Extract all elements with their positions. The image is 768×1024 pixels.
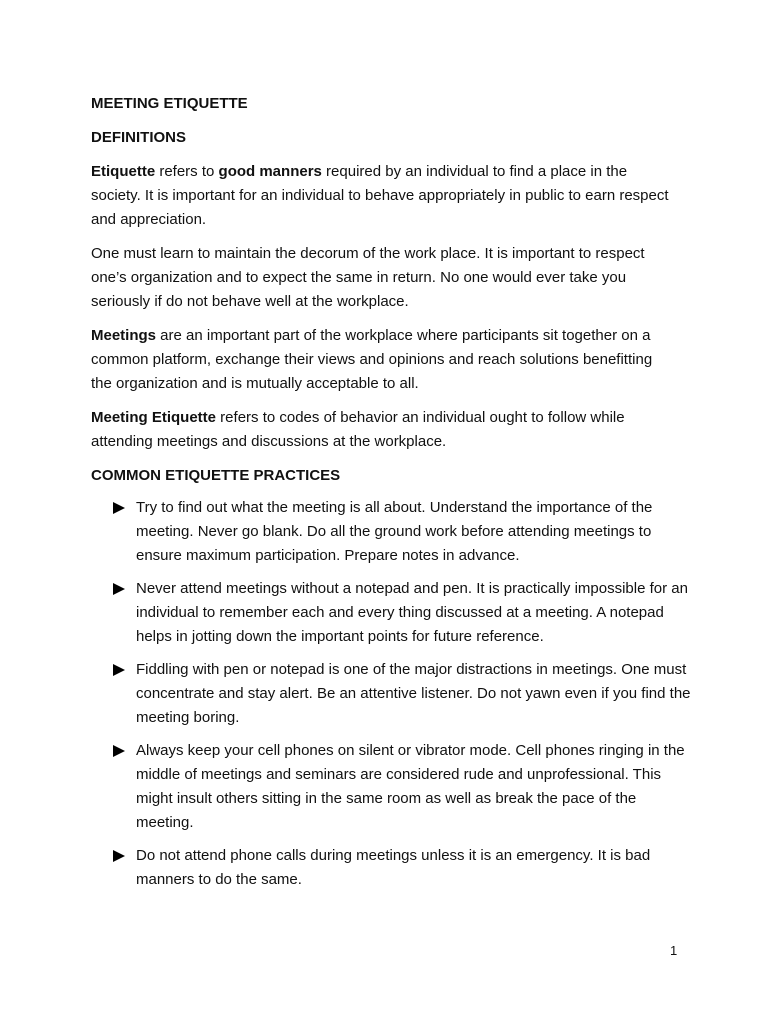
practices-list	[91, 496, 691, 892]
paragraph-meeting-etiquette	[91, 406, 671, 454]
list-item	[91, 496, 696, 568]
list-item	[91, 577, 696, 649]
triangle-right-icon	[113, 502, 125, 514]
term-etiquette: Etiquette	[91, 163, 156, 180]
list-item	[91, 739, 696, 835]
term-meeting-etiquette: Meeting Etiquette	[91, 409, 217, 426]
triangle-right-icon	[113, 583, 125, 595]
term-meetings: Meetings	[91, 327, 157, 344]
paragraph-decorum	[91, 242, 671, 314]
paragraph-text: One must learn to maintain the decorum of the work place. It is important to respect one’s organization and to expect the same in return. No one would ever take you seriously if do not behave well at the workplace.	[91, 245, 645, 310]
paragraph-text: refers to codes of behavior an individual ought to follow while attending meetings and discussions at the workplace.	[91, 409, 625, 450]
triangle-right-icon	[113, 745, 125, 757]
paragraph-text: are an important part of the workplace where participants sit together on a common platform, exchange their views and opinions and reach solutions benefitting the organization and is mutually acceptable to all.	[91, 327, 653, 392]
list-item-text: Fiddling with pen or notepad is one of the major distractions in meetings. One must concentrate and stay alert. Be an attentive listener. Do not yawn even if you find the meeting boring.	[136, 661, 691, 726]
page-number: 1	[670, 943, 678, 958]
list-item-text: Try to find out what the meeting is all about. Understand the importance of the meeting. Never go blank. Do all the ground work before attending meetings to ensure maximum participation. Prepare notes in advance.	[136, 499, 653, 564]
list-item-text: Do not attend phone calls during meetings unless it is an emergency. It is bad manners to do the same.	[136, 847, 651, 888]
document-title: MEETING ETIQUETTE	[91, 95, 248, 112]
term-good-manners: good manners	[218, 163, 322, 180]
list-item	[91, 844, 696, 892]
paragraph-text: refers to	[155, 163, 219, 180]
list-item-text: Never attend meetings without a notepad and pen. It is practically impossible for an individual to remember each and every thing discussed at a meeting. A notepad helps in jotting down the important points for future reference.	[136, 580, 688, 645]
paragraph-meetings	[91, 324, 671, 396]
list-item-text: Always keep your cell phones on silent or vibrator mode. Cell phones ringing in the middle of meetings and seminars are considered rude and unprofessional. This might insult others sitting in the same room as well as break the pace of the meeting.	[136, 742, 685, 831]
paragraph-etiquette	[91, 160, 671, 232]
paragraph-text: required by an individual to find a place in the society. It is important for an individual to behave appropriately in public to earn respect and appreciation.	[91, 163, 669, 228]
triangle-right-icon	[113, 850, 125, 862]
definitions-heading: DEFINITIONS	[91, 129, 187, 146]
document-page	[91, 92, 691, 901]
triangle-right-icon	[113, 664, 125, 676]
list-item	[91, 658, 696, 730]
practices-heading: COMMON ETIQUETTE PRACTICES	[91, 467, 341, 484]
